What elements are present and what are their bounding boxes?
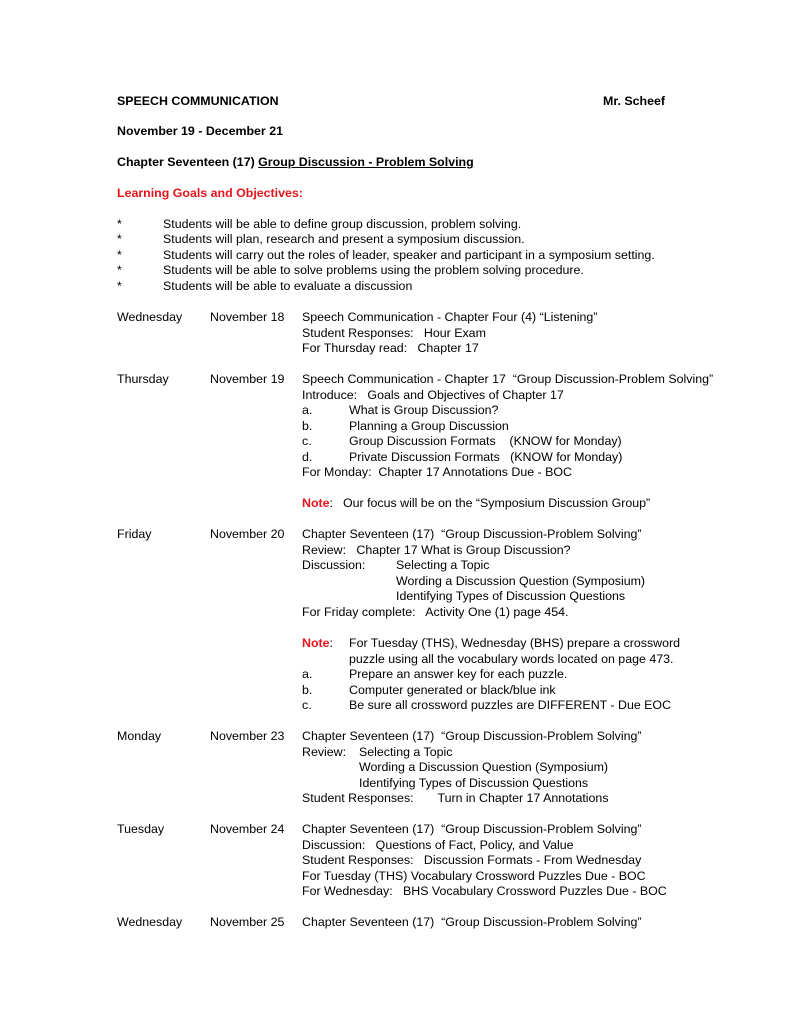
discussion-row xyxy=(302,589,645,605)
date-range: November 19 - December 21 xyxy=(117,124,283,138)
teacher-name: Mr. Scheef xyxy=(603,94,665,108)
subitem-text: What is Group Discussion? xyxy=(349,403,499,417)
entry-line: For Tuesday (THS) Vocabulary Crossword Puzzles Due - BOC xyxy=(302,868,646,883)
subitem-key: a. xyxy=(302,403,313,417)
discussion-row xyxy=(302,558,645,574)
review-row xyxy=(302,745,642,761)
bullet-marker: * xyxy=(117,248,122,262)
note-line xyxy=(302,636,680,652)
entry-subitem xyxy=(302,434,713,450)
discussion-row xyxy=(302,574,645,590)
review-item: Selecting a Topic xyxy=(359,744,453,759)
entry-line: For Thursday read: Chapter 17 xyxy=(302,341,479,355)
schedule-date: November 24 xyxy=(210,822,285,836)
objective-item: Students will plan, research and present a symposium discussion. xyxy=(163,232,525,246)
entry-subitem xyxy=(302,683,680,699)
schedule-entry xyxy=(302,822,667,900)
subitem-key: b. xyxy=(302,682,313,697)
entry-line: Speech Communication - Chapter 17 “Group Discussion-Problem Solving” xyxy=(302,372,714,386)
chapter-prefix: Chapter Seventeen (17) xyxy=(117,155,259,169)
schedule-date: November 23 xyxy=(210,729,285,743)
entry-line: Student Responses: Turn in Chapter 17 Annotations xyxy=(302,791,609,805)
bullet-marker: * xyxy=(117,217,122,231)
schedule-entry xyxy=(302,915,642,931)
subitem-text: Group Discussion Formats (KNOW for Monday) xyxy=(349,434,622,448)
note-colon: : xyxy=(329,496,333,510)
note-text: puzzle using all the vocabulary words located on page 473. xyxy=(349,651,674,666)
entry-line: Chapter Seventeen (17) “Group Discussion-Problem Solving” xyxy=(302,822,642,836)
schedule-day: Wednesday xyxy=(117,310,183,324)
subitem-key: a. xyxy=(302,667,313,681)
note-line xyxy=(302,496,650,512)
review-row xyxy=(302,760,642,776)
entry-line: For Wednesday: BHS Vocabulary Crossword Puzzles Due - BOC xyxy=(302,884,667,898)
note-label: Note xyxy=(302,496,330,510)
subitem-text: Private Discussion Formats (KNOW for Monday) xyxy=(349,449,623,464)
entry-line: For Monday: Chapter 17 Annotations Due - BOC xyxy=(302,465,572,479)
subitem-key: b. xyxy=(302,418,313,433)
schedule-entry xyxy=(302,372,713,481)
schedule-date: November 19 xyxy=(210,372,285,386)
schedule-day: Friday xyxy=(117,527,152,541)
subitem-text: Planning a Group Discussion xyxy=(349,418,509,433)
entry-line: For Friday complete: Activity One (1) page 454. xyxy=(302,604,569,619)
entry-line: Student Responses: Hour Exam xyxy=(302,325,486,340)
entry-subitem xyxy=(302,698,680,714)
discussion-label: Discussion: xyxy=(302,558,366,572)
entry-line: Review: Chapter 17 What is Group Discussion? xyxy=(302,542,571,557)
objective-item: Students will carry out the roles of leader, speaker and participant in a symposium setting. xyxy=(163,248,655,262)
bullet-marker: * xyxy=(117,263,122,277)
review-label: Review: xyxy=(302,744,347,759)
review-item: Identifying Types of Discussion Questions xyxy=(359,775,589,790)
entry-line: Chapter Seventeen (17) “Group Discussion-Problem Solving” xyxy=(302,915,642,929)
subitem-text: Computer generated or black/blue ink xyxy=(349,682,556,697)
objective-item: Students will be able to evaluate a discussion xyxy=(163,279,413,293)
course-title: SPEECH COMMUNICATION xyxy=(117,94,279,108)
schedule-date: November 25 xyxy=(210,915,285,929)
note-colon: : xyxy=(329,636,333,650)
bullet-marker: * xyxy=(117,232,122,246)
schedule-entry xyxy=(302,310,597,357)
subitem-text: Prepare an answer key for each puzzle. xyxy=(349,667,568,681)
subitem-key: c. xyxy=(302,434,312,448)
entry-line: Introduce: Goals and Objectives of Chapter 17 xyxy=(302,387,564,402)
note-label: Note xyxy=(302,636,330,650)
schedule-entry xyxy=(302,527,645,620)
schedule-entry xyxy=(302,729,642,807)
entry-line: Discussion: Questions of Fact, Policy, and Value xyxy=(302,837,574,852)
note-text: For Tuesday (THS), Wednesday (BHS) prepare a crossword xyxy=(349,636,680,650)
bullet-marker: * xyxy=(117,279,122,293)
schedule-day: Thursday xyxy=(117,372,169,386)
review-row xyxy=(302,776,642,792)
entry-line: Speech Communication - Chapter Four (4) “Listening” xyxy=(302,310,598,324)
subitem-key: d. xyxy=(302,449,313,464)
entry-subitem xyxy=(302,403,713,419)
schedule-day: Wednesday xyxy=(117,915,183,929)
schedule-date: November 20 xyxy=(210,527,285,541)
note-block xyxy=(302,636,680,714)
subitem-text: Be sure all crossword puzzles are DIFFERENT - Due EOC xyxy=(349,698,672,712)
subitem-key: c. xyxy=(302,698,312,712)
review-item: Wording a Discussion Question (Symposium) xyxy=(359,760,609,774)
objective-item: Students will be able to define group discussion, problem solving. xyxy=(163,217,522,231)
entry-line: Student Responses: Discussion Formats - From Wednesday xyxy=(302,853,642,867)
entry-subitem xyxy=(302,419,713,435)
note-line xyxy=(302,652,680,668)
entry-line: Chapter Seventeen (17) “Group Discussion-Problem Solving” xyxy=(302,729,642,743)
note-text: Our focus will be on the “Symposium Discussion Group” xyxy=(343,496,651,510)
schedule-day: Tuesday xyxy=(117,822,165,836)
objective-item: Students will be able to solve problems using the problem solving procedure. xyxy=(163,263,584,277)
chapter-topic: Group Discussion - Problem Solving xyxy=(258,155,474,169)
discussion-item: Selecting a Topic xyxy=(396,558,490,572)
entry-line: Chapter Seventeen (17) “Group Discussion-Problem Solving” xyxy=(302,527,642,541)
discussion-item: Identifying Types of Discussion Questions xyxy=(396,589,626,603)
schedule-date: November 18 xyxy=(210,310,285,324)
discussion-item: Wording a Discussion Question (Symposium) xyxy=(396,573,646,588)
entry-subitem xyxy=(302,450,713,466)
objectives-heading: Learning Goals and Objectives: xyxy=(117,186,303,200)
chapter-heading xyxy=(117,155,474,171)
entry-subitem xyxy=(302,667,680,683)
schedule-day: Monday xyxy=(117,729,162,743)
